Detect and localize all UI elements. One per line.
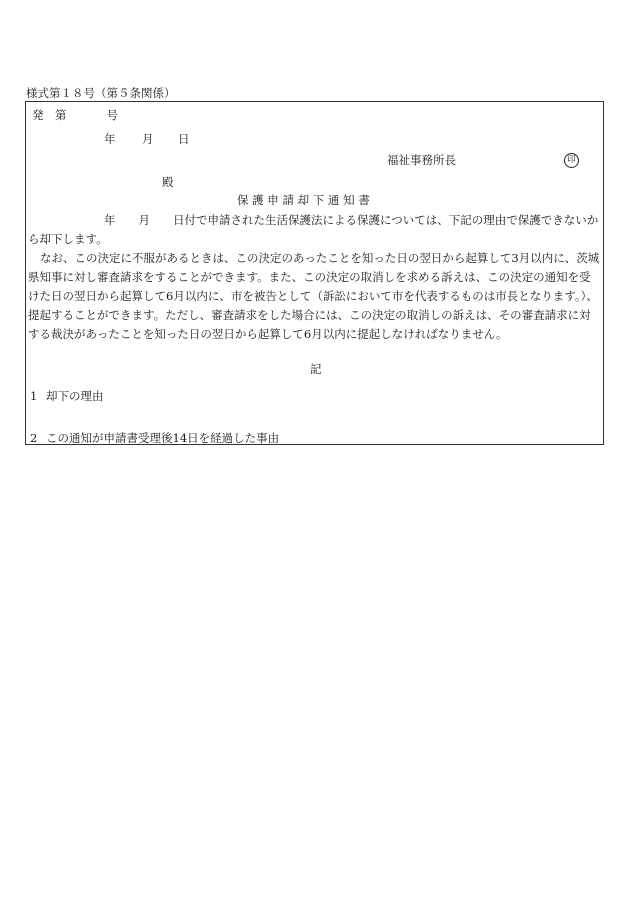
date-month: 月 (142, 132, 154, 146)
notice-frame (25, 101, 604, 445)
notice-body (28, 211, 601, 344)
date-day: 日 (178, 132, 190, 146)
addressee: 殿 (162, 175, 174, 189)
item-number: 1 (30, 389, 38, 403)
issue-number-line (32, 108, 118, 122)
issue-date (104, 132, 190, 146)
notice-paragraph-1: 年 月 日付で申請された生活保護法による保護については、下記の理由で保護できないから却下します。 (28, 213, 599, 246)
office-name: 福祉事務所長 (387, 153, 456, 167)
issue-number-prefix: 発 第 (32, 108, 67, 122)
list-item (30, 389, 104, 403)
item-text: 却下の理由 (46, 389, 104, 403)
date-year: 年 (104, 132, 116, 146)
item-text: この通知が申請書受理後14日を経過した事由 (46, 431, 280, 445)
document-title: 保 護 申 請 却 下 通 知 書 (237, 193, 370, 207)
notice-paragraph-2: なお、この決定に不服があるときは、この決定のあったことを知った日の翌日から起算して3月以内に、茨城県知事に対し審査請求をすることができます。また、この決定の取消しを求める訴えは、この決定の通知を受けた日の翌日から起算して6月以内に、市を被告として（訴訟において市を代表するものは市長となります。）、提起することができます。ただし、審査請求をした場合には、この決定の取消しの訴えは、その審査請求に対する裁決があったことを知った日の翌日から起算して6月以内に提起しなければなりません。 (28, 251, 600, 341)
seal-mark: 印 (564, 153, 579, 168)
ki-heading: 記 (310, 362, 322, 376)
form-number: 様式第１８号（第５条関係） (26, 86, 176, 100)
item-number: 2 (30, 431, 38, 445)
issue-number-suffix: 号 (106, 108, 118, 122)
list-item (30, 431, 279, 445)
